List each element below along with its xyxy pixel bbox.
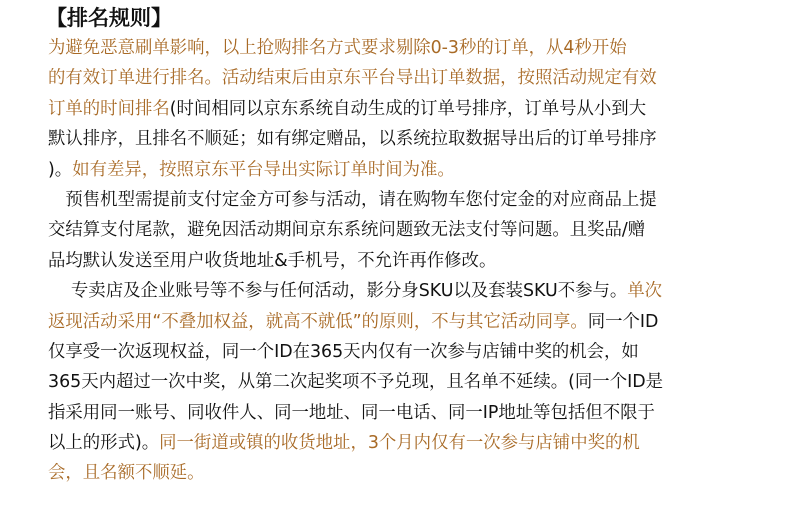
- body-text-segment: 仅享受一次返现权益，同一个ID在365天内仅有一次参与店铺中奖的机会，如: [48, 341, 639, 362]
- body-text-segment: 指采用同一账号、同收件人、同一地址、同一电话、同一IP地址等包括但不限于: [48, 402, 655, 423]
- highlighted-text: 会，且名额不顺延。: [48, 463, 205, 484]
- highlighted-text: 的有效订单进行排名。活动结束后由京东平台导出订单数据，按照活动规定有效: [48, 68, 657, 89]
- rules-line: [48, 458, 784, 488]
- body-text-segment: 交结算支付尾款，避免因活动期间京东系统问题致无法支付等问题。且奖品/赠: [48, 220, 646, 241]
- highlighted-text: 如有差异，按照京东平台导出实际订单时间为准。: [72, 159, 455, 180]
- body-text-segment: 365天内超过一次中奖，从第二次起奖项不予兑现，且名单不延续。(同一个ID是: [48, 372, 664, 393]
- rules-line: [48, 246, 784, 276]
- rules-line: [48, 337, 784, 367]
- body-text-segment: )。: [48, 159, 73, 180]
- rules-line: [48, 94, 784, 124]
- body-text-segment: (时间相同以京东系统自动生成的订单号排序，订单号从小到大: [169, 98, 647, 119]
- rules-line: [48, 428, 784, 458]
- highlighted-text: 返现活动采用“不叠加权益，就高不就低”的原则，不与其它活动同享。: [48, 311, 588, 332]
- rules-line: [48, 367, 784, 397]
- rules-line: [48, 215, 784, 245]
- highlighted-text: 同一街道或镇的收货地址，3个月内仅有一次参与店铺中奖的机: [159, 433, 640, 454]
- rules-line: [48, 185, 784, 215]
- rules-line: [48, 124, 784, 154]
- rules-line: [48, 63, 784, 93]
- body-text-segment: 专卖店及企业账号等不参与任何活动，影分身SKU以及套装SKU不参与。: [48, 281, 628, 302]
- rules-body: [48, 33, 784, 489]
- body-text-segment: 品均默认发送至用户收货地址&手机号，不允许再作修改。: [48, 250, 497, 271]
- rules-line: [48, 307, 784, 337]
- rules-line: [48, 276, 784, 306]
- section-title: 【排名规则】: [46, 6, 172, 30]
- body-text-segment: 同一个ID: [587, 311, 659, 332]
- highlighted-text: 为避免恶意刷单影响，以上抢购排名方式要求剔除0-3秒的订单，从4秒开始: [48, 38, 627, 58]
- rules-line: [48, 398, 784, 428]
- body-text-segment: 以上的形式)。: [48, 433, 160, 454]
- highlighted-text: 订单的时间排名: [48, 98, 170, 119]
- body-text-segment: 默认排序，且排名不顺延；如有绑定赠品，以系统拉取数据导出后的订单号排序: [48, 129, 657, 150]
- highlighted-text: 单次: [627, 281, 663, 302]
- rules-line: [48, 155, 784, 185]
- rules-line: [48, 33, 784, 63]
- body-text-segment: 预售机型需提前支付定金方可参与活动，请在购物车您付定金的对应商品上提: [48, 189, 657, 210]
